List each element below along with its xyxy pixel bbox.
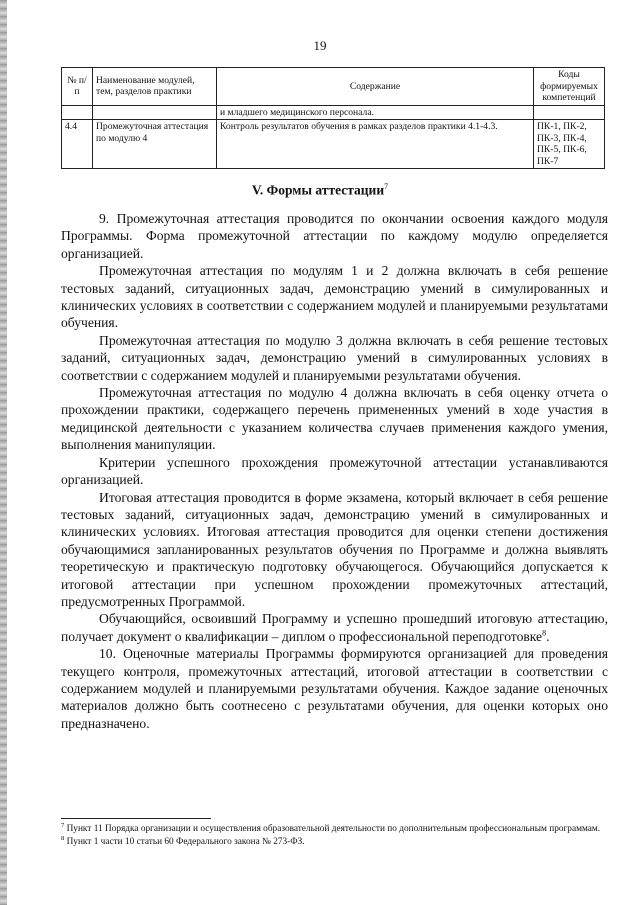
footnote-item (61, 834, 608, 849)
paragraph: Промежуточная аттестация по модулям 1 и 2 должна включать в себя решение тестовых заданий, ситуационных задач, демонстрацию умений в симулированных и клинических условиях в соответствии с содержанием модулей и планируемыми результатами обучения. (61, 263, 608, 331)
table-row-continued (62, 105, 605, 120)
paragraph: Критерии успешного прохождения промежуточной аттестации устанавливаются организацией. (61, 454, 608, 488)
paragraph: Промежуточная аттестация по модулю 4 должна включать в себя оценку отчета о прохождении практики, содержащего перечень примененных умений в ходе участия в медицинской деятельности с указанием количества случаев применения каждого умения, выполнения манипуляции. (61, 385, 608, 453)
scan-edge-artifact (0, 0, 7, 905)
table-row (62, 120, 605, 169)
header-content: Содержание (217, 68, 534, 106)
footnote-marker: 8 (61, 834, 65, 842)
cell-content: и младшего медицинского персонала. (217, 105, 534, 120)
footnote-ref-7: 7 (384, 182, 389, 191)
paragraph-diploma-end: . (546, 628, 550, 644)
header-num: № п/п (62, 68, 93, 106)
cell-num: 4.4 (62, 120, 93, 169)
section-title-text: V. Формы аттестации (251, 182, 385, 198)
body-text (61, 210, 608, 732)
section-title (0, 182, 640, 199)
cell-name: Промежуточная аттестация по модулю 4 (93, 120, 217, 169)
cell-codes-empty (534, 105, 605, 120)
cell-num-empty (62, 105, 93, 120)
page-number: 19 (313, 38, 327, 53)
cell-content: Контроль результатов обучения в рамках разделов практики 4.1-4.3. (217, 120, 534, 169)
paragraph: Итоговая аттестация проводится в форме экзамена, который включает в себя решение тестовых заданий, ситуационных задач, демонстрацию умений в симулированных и клинических условиях. Итоговая аттестация проводится для оценки степени достижения обучающимися запланированных результатов обучения по Программе и должна выявлять теоретическую и практическую подготовку обучающегося. Обучающийся допускается к итоговой аттестации при успешном прохождении промежуточных аттестаций, предусмотренных Программой. (61, 489, 608, 609)
modules-table (61, 67, 605, 169)
cell-codes: ПК-1, ПК-2, ПК-3, ПК-4, ПК-5, ПК-6, ПК-7 (534, 120, 605, 169)
footnote-text: Пункт 1 части 10 статьи 60 Федерального закона № 273-ФЗ. (66, 836, 305, 847)
paragraph: Промежуточная аттестация по модулю 3 должна включать в себя решение тестовых заданий, ситуационных задач, демонстрацию умений в симулированных условиях в соответствии с содержанием модулей и планируемыми результатами обучения. (61, 332, 608, 383)
paragraph-diploma (61, 610, 608, 645)
cell-name-empty (93, 105, 217, 120)
table-header-row (62, 68, 605, 106)
footnote-marker: 7 (61, 821, 65, 829)
header-name: Наименование модулей, тем, разделов практики (93, 68, 217, 106)
paragraph: 10. Оценочные материалы Программы формируются организацией для проведения текущего контроля, промежуточных аттестаций, итоговой аттестации в соответствии с содержанием модулей и планируемыми результатами обучения. Каждое задание оценочных материалов должно быть соотнесено с результатами обучения, для оценки которых оно предназначено. (61, 646, 608, 731)
paragraph-diploma-text: Обучающийся, освоивший Программу и успешно прошедший итоговую аттестацию, получает документ о квалификации – диплом о профессиональной переподготовке (61, 611, 608, 644)
header-codes: Коды формируемых компетенций (534, 68, 605, 106)
footnote-text: Пункт 11 Порядка организации и осуществления образовательной деятельности по дополнительным профессиональным программам. (66, 824, 601, 834)
footnote-divider (61, 818, 211, 819)
footnotes (61, 821, 608, 849)
footnote-ref-8: 8 (542, 628, 547, 638)
paragraph: 9. Промежуточная аттестация проводится по окончании освоения каждого модуля Программы. Форма промежуточной аттестации по каждому модулю определяется организацией. (61, 211, 608, 261)
footnote-item (61, 821, 608, 836)
